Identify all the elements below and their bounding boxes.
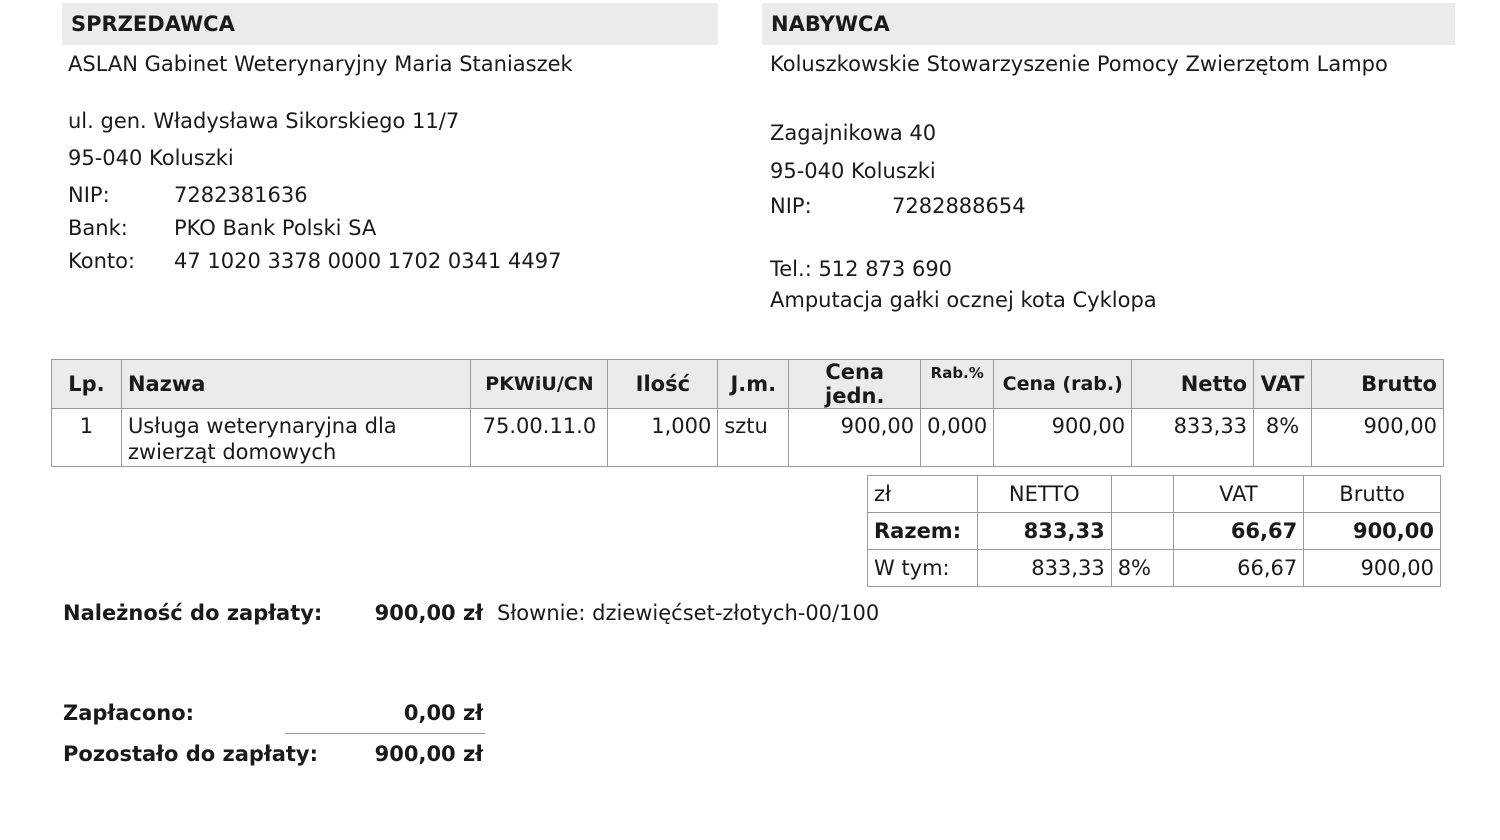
remaining-label: Pozostało do zapłaty: xyxy=(63,742,318,766)
seller-header: SPRZEDAWCA xyxy=(62,3,718,45)
row-name-line1: Usługa weterynaryjna dla xyxy=(127,414,397,438)
row-discount: 0,000 xyxy=(921,409,994,467)
row-netto: 833,33 xyxy=(1132,409,1254,467)
sum-total-netto: 833,33 xyxy=(977,513,1111,550)
due-amount: 900,00 zł xyxy=(374,601,483,625)
col-netto: Netto xyxy=(1132,360,1254,409)
sum-total-vat: 66,67 xyxy=(1173,513,1304,550)
row-price-disc: 900,00 xyxy=(994,409,1132,467)
summary-incl-row xyxy=(868,550,1441,587)
sum-incl-vat: 66,67 xyxy=(1173,550,1304,587)
row-qty: 1,000 xyxy=(608,409,718,467)
col-unit: J.m. xyxy=(718,360,789,409)
sum-incl-netto: 833,33 xyxy=(977,550,1111,587)
col-price: Cena jedn. xyxy=(789,360,921,409)
due-label: Należność do zapłaty: xyxy=(63,601,323,625)
buyer-note: Amputacja gałki ocznej kota Cyklopa xyxy=(770,288,1157,312)
seller-nip: 7282381636 xyxy=(174,183,308,207)
col-name: Nazwa xyxy=(121,360,471,409)
items-table xyxy=(51,359,1444,467)
seller-nip-label: NIP: xyxy=(68,183,110,207)
row-name-line2: zwierząt domowych xyxy=(127,440,337,464)
buyer-street: Zagajnikowa 40 xyxy=(770,121,937,145)
amount-in-words: Słownie: dziewięćset-złotych-00/100 xyxy=(497,601,880,625)
seller-konto: 47 1020 3378 0000 1702 0341 4497 xyxy=(174,249,562,273)
buyer-header: NABYWCA xyxy=(762,3,1455,45)
sum-incl-rate: 8% xyxy=(1111,550,1173,587)
seller-konto-label: Konto: xyxy=(68,249,136,273)
sum-col-vat: VAT xyxy=(1173,476,1304,513)
row-pkwiu: 75.00.11.0 xyxy=(471,409,608,467)
sum-col-netto: NETTO xyxy=(977,476,1111,513)
sum-col-rate xyxy=(1111,476,1173,513)
col-pkwiu: PKWiU/CN xyxy=(471,360,608,409)
col-lp: Lp. xyxy=(52,360,122,409)
row-vat: 8% xyxy=(1254,409,1312,467)
sum-currency: zł xyxy=(868,476,978,513)
row-lp: 1 xyxy=(52,409,122,467)
sum-total-brutto: 900,00 xyxy=(1304,513,1441,550)
seller-bank-label: Bank: xyxy=(68,216,128,240)
paid-label: Zapłacono: xyxy=(63,701,195,725)
row-brutto: 900,00 xyxy=(1312,409,1444,467)
sum-total-label: Razem: xyxy=(868,513,978,550)
row-name xyxy=(121,409,471,467)
remaining-amount: 900,00 zł xyxy=(374,742,483,766)
buyer-name: Koluszkowskie Stowarzyszenie Pomocy Zwierzętom Lampo xyxy=(770,52,1388,76)
buyer-nip-label: NIP: xyxy=(770,194,812,218)
buyer-city: 95-040 Koluszki xyxy=(770,159,936,183)
paid-amount: 0,00 zł xyxy=(403,701,483,725)
col-price-disc: Cena (rab.) xyxy=(994,360,1132,409)
buyer-nip: 7282888654 xyxy=(892,194,1026,218)
sum-col-brutto: Brutto xyxy=(1304,476,1441,513)
row-price: 900,00 xyxy=(789,409,921,467)
seller-city: 95-040 Koluszki xyxy=(68,146,234,170)
col-qty: Ilość xyxy=(608,360,718,409)
col-discount: Rab.% xyxy=(921,360,994,409)
seller-bank: PKO Bank Polski SA xyxy=(174,216,377,240)
items-header-row xyxy=(52,360,1444,409)
summary-table xyxy=(867,475,1441,587)
paid-divider xyxy=(285,733,485,734)
row-unit: sztu xyxy=(718,409,789,467)
buyer-phone: Tel.: 512 873 690 xyxy=(770,257,953,281)
seller-street: ul. gen. Władysława Sikorskiego 11/7 xyxy=(68,109,460,133)
sum-total-rate xyxy=(1111,513,1173,550)
seller-name: ASLAN Gabinet Weterynaryjny Maria Staniaszek xyxy=(68,52,573,76)
col-brutto: Brutto xyxy=(1312,360,1444,409)
summary-total-row xyxy=(868,513,1441,550)
sum-incl-label: W tym: xyxy=(868,550,978,587)
summary-header-row xyxy=(868,476,1441,513)
sum-incl-brutto: 900,00 xyxy=(1304,550,1441,587)
table-row xyxy=(52,409,1444,467)
col-vat: VAT xyxy=(1254,360,1312,409)
